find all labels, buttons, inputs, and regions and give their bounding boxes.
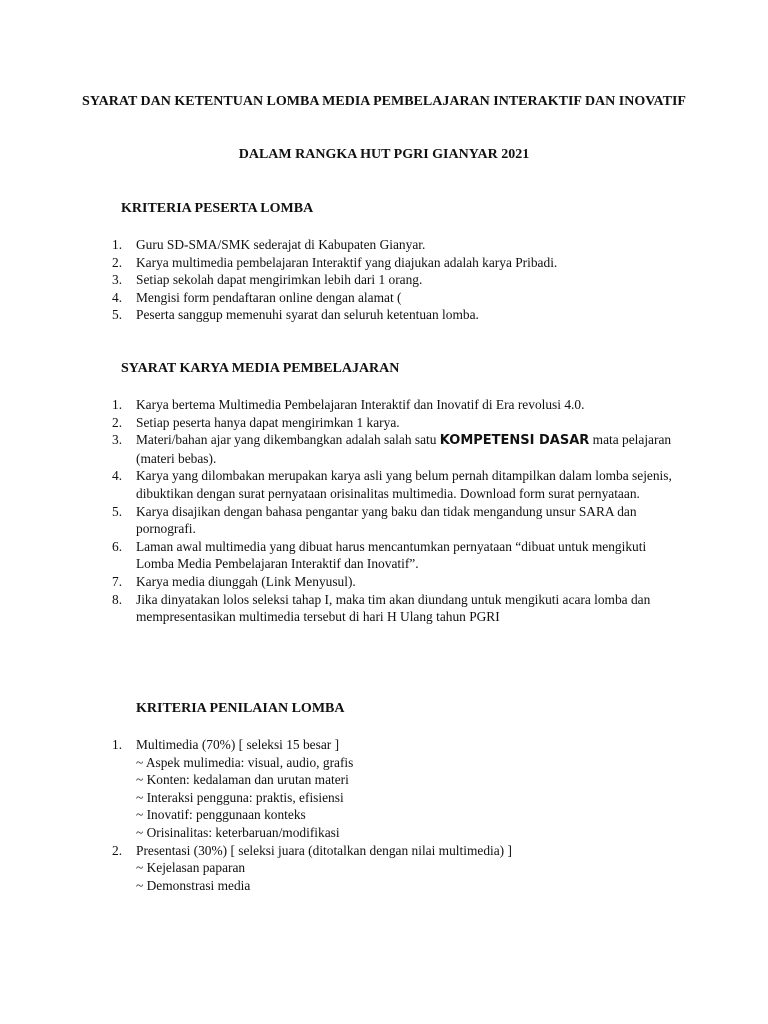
list-item-text: Karya media diunggah (Link Menyusul).	[136, 573, 356, 589]
list-number: 1.	[112, 737, 123, 752]
list-item	[112, 538, 677, 573]
document-title: SYARAT DAN KETENTUAN LOMBA MEDIA PEMBELAJARAN INTERAKTIF DAN INOVATIF	[82, 94, 686, 109]
list-item	[112, 289, 672, 307]
list-item-text: Setiap sekolah dapat mengirimkan lebih dari 1 orang.	[136, 272, 423, 288]
list-number: 5.	[112, 307, 123, 323]
list-item-text: Karya disajikan dengan bahasa pengantar yang baku dan tidak mengandung unsur SARA dan pornografi.	[136, 503, 637, 537]
list-item-text: Peserta sanggup memenuhi syarat dan seluruh ketentuan lomba.	[136, 307, 479, 323]
list-item-text: Setiap peserta hanya dapat mengirimkan 1 karya.	[136, 414, 400, 430]
list-item	[112, 736, 677, 842]
list-number: 1.	[112, 397, 123, 412]
section-heading-syarat-karya: SYARAT KARYA MEDIA PEMBELAJARAN	[121, 361, 400, 376]
list-item-text: Mengisi form pendaftaran online dengan alamat (	[136, 289, 402, 305]
list-number: 3.	[112, 432, 123, 448]
sub-criterion: ~ Orisinalitas: keterbaruan/modifikasi	[136, 824, 340, 840]
list-number: 2.	[112, 842, 123, 858]
list-item-text: Karya yang dilombakan merupakan karya asli yang belum pernah ditampilkan dalam lomba sejenis, dibuktikan dengan surat pernyataan orisinalitas multimedia. Download form surat pernyataan.	[136, 468, 672, 501]
list-item-text-a: Materi/bahan ajar yang dikembangkan adalah salah satu	[136, 432, 440, 448]
document-subtitle: DALAM RANGKA HUT PGRI GIANYAR 2021	[238, 147, 530, 162]
list-number: 8.	[112, 591, 123, 607]
list-item-text: Jika dinyatakan lolos seleksi tahap I, maka tim akan diundang untuk mengikuti acara lomba dan mempresentasikan multimedia tersebut di hari H Ulang tahun PGRI	[136, 591, 651, 625]
list-item	[112, 591, 677, 626]
list-item	[112, 573, 677, 591]
list-item-text: Karya multimedia pembelajaran Interaktif yang diajukan adalah karya Pribadi.	[136, 254, 558, 270]
sub-criterion: ~ Aspek mulimedia: visual, audio, grafis	[136, 754, 354, 770]
list-number: 4.	[112, 289, 123, 305]
list-number: 3.	[112, 272, 123, 288]
list-number: 7.	[112, 573, 123, 589]
list-item	[112, 467, 677, 502]
sub-criterion: ~ Demonstrasi media	[136, 877, 251, 893]
list-item	[112, 396, 677, 414]
kriteria-peserta-list	[112, 236, 672, 324]
list-item	[112, 254, 672, 272]
list-number: 5.	[112, 503, 123, 519]
list-item	[112, 431, 677, 467]
list-number: 2.	[112, 414, 123, 430]
list-item	[112, 271, 672, 289]
list-item-text-b: mata pelajaran (materi bebas).	[136, 432, 672, 466]
list-number: 6.	[112, 538, 123, 554]
list-item-emphasis: KOMPETENSI DASAR	[439, 433, 590, 449]
section-heading-kriteria-peserta: KRITERIA PESERTA LOMBA	[121, 201, 314, 216]
list-number: 1.	[112, 237, 123, 252]
kriteria-penilaian-list	[112, 736, 677, 894]
section-heading-kriteria-penilaian: KRITERIA PENILAIAN LOMBA	[136, 701, 345, 716]
sub-criterion: ~ Konten: kedalaman dan urutan materi	[136, 772, 349, 788]
list-item	[112, 503, 677, 538]
list-item-text: Karya bertema Multimedia Pembelajaran Interaktif dan Inovatif di Era revolusi 4.0.	[136, 397, 585, 412]
syarat-karya-list	[112, 396, 677, 626]
list-item-text: Laman awal multimedia yang dibuat harus mencantumkan pernyataan “dibuat untuk mengikuti Lomba Media Pembelajaran Interaktif dan Inovatif”.	[136, 538, 647, 572]
sub-criterion: ~ Interaksi pengguna: praktis, efisiensi	[136, 789, 344, 805]
list-number: 4.	[112, 468, 123, 484]
sub-criterion: ~ Inovatif: penggunaan konteks	[136, 807, 306, 823]
list-item-text: Presentasi (30%) [ seleksi juara (ditotalkan dengan nilai multimedia) ]	[136, 842, 512, 858]
sub-criterion: ~ Kejelasan paparan	[136, 860, 246, 876]
list-item-text: Guru SD-SMA/SMK sederajat di Kabupaten Gianyar.	[136, 237, 426, 252]
list-item	[112, 236, 672, 254]
list-item-text: Multimedia (70%) [ seleksi 15 besar ]	[136, 737, 340, 752]
list-item	[112, 414, 677, 432]
list-number: 2.	[112, 254, 123, 270]
list-item	[112, 306, 672, 324]
list-item	[112, 842, 677, 895]
